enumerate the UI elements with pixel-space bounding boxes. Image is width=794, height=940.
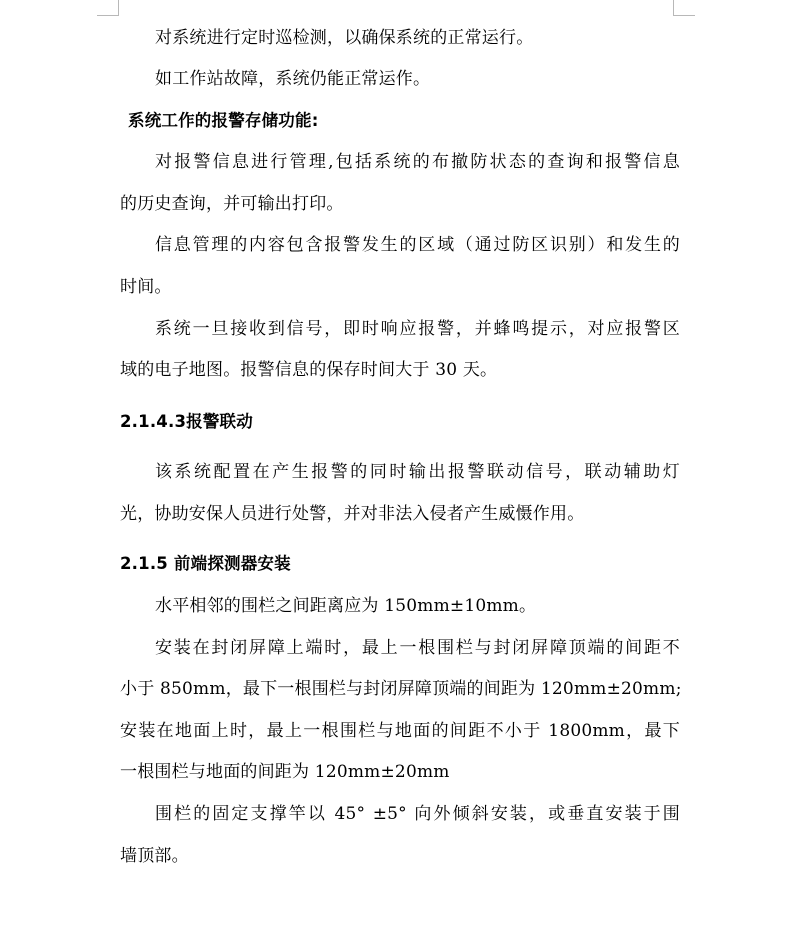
crop-mark-top-left-horizontal xyxy=(97,15,119,16)
paragraph-line: 一根围栏与地面的间距为 120mm±20mm xyxy=(120,762,450,782)
paragraph-line: 围栏的固定支撑竿以 45° ±5° 向外倾斜安装，或垂直安装于围 xyxy=(155,804,680,824)
paragraph-line: 对报警信息进行管理,包括系统的布撤防状态的查询和报警信息 xyxy=(155,152,680,172)
crop-mark-top-right-vertical xyxy=(673,0,674,16)
paragraph-line: 小于 850mm，最下一根围栏与封闭屏障顶端的间距为 120mm±20mm; xyxy=(120,679,682,699)
paragraph-line: 域的电子地图。报警信息的保存时间大于 30 天。 xyxy=(120,360,498,380)
paragraph-line: 的历史查询，并可输出打印。 xyxy=(120,194,344,214)
section-heading: 2.1.5 前端探测器安装 xyxy=(120,554,291,573)
paragraph-line: 时间。 xyxy=(120,277,172,297)
paragraph-line: 系统一旦接收到信号，即时响应报警，并蜂鸣提示，对应报警区 xyxy=(155,319,680,339)
crop-mark-top-right-horizontal xyxy=(673,15,695,16)
paragraph-line: 安装在地面上时，最上一根围栏与地面的间距不小于 1800mm，最下 xyxy=(120,721,680,741)
paragraph-line: 如工作站故障，系统仍能正常运作。 xyxy=(155,69,431,89)
paragraph-line: 对系统进行定时巡检测，以确保系统的正常运行。 xyxy=(155,28,534,48)
paragraph-line: 墙顶部。 xyxy=(120,846,189,866)
crop-mark-top-left-vertical xyxy=(118,0,119,16)
paragraph-line: 安装在封闭屏障上端时，最上一根围栏与封闭屏障顶端的间距不 xyxy=(155,638,680,658)
paragraph-line: 光，协助安保人员进行处警，并对非法入侵者产生威慑作用。 xyxy=(120,504,585,524)
paragraph-line: 水平相邻的围栏之间距离应为 150mm±10mm。 xyxy=(155,596,537,616)
section-heading: 系统工作的报警存储功能: xyxy=(128,111,319,130)
section-heading: 2.1.4.3报警联动 xyxy=(120,412,253,431)
paragraph-line: 该系统配置在产生报警的同时输出报警联动信号，联动辅助灯 xyxy=(155,462,680,482)
paragraph-line: 信息管理的内容包含报警发生的区域（通过防区识别）和发生的 xyxy=(155,235,680,255)
